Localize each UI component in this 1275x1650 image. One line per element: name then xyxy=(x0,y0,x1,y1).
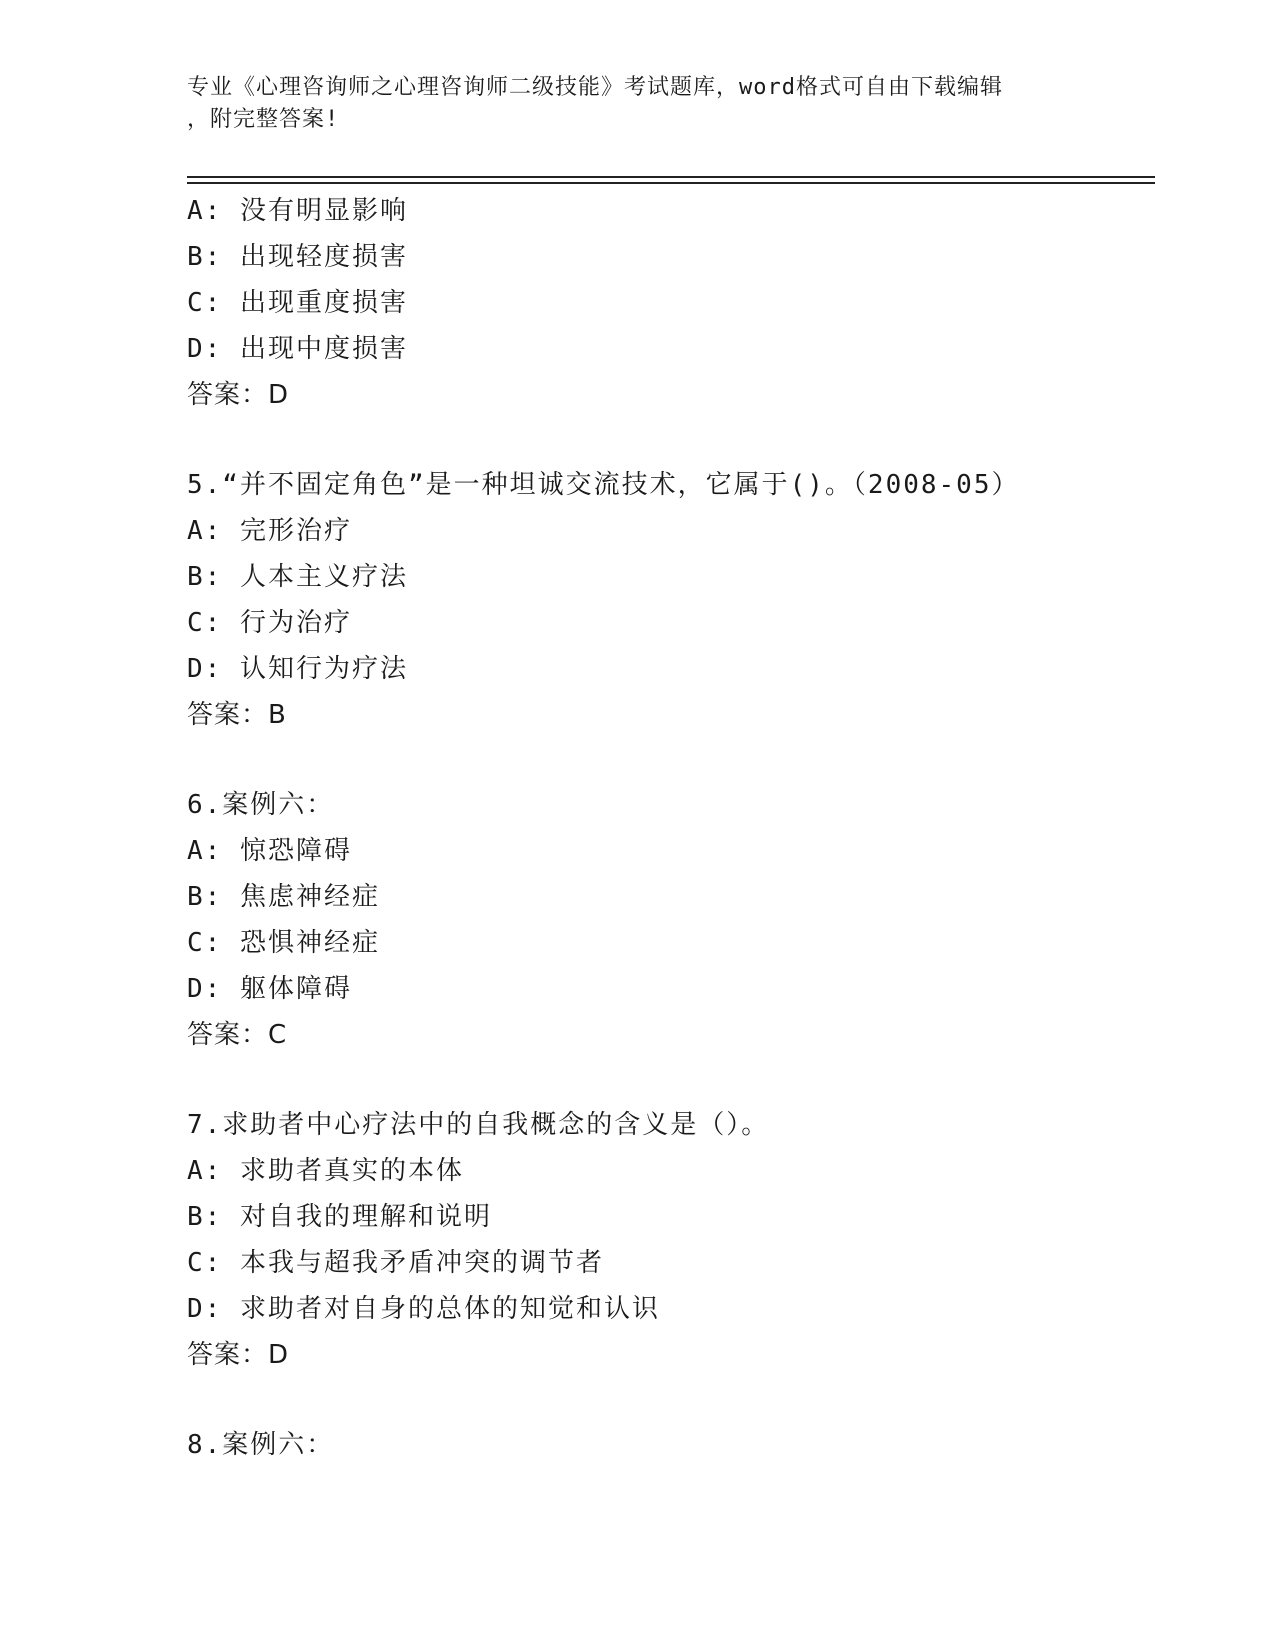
question-block-4 xyxy=(187,188,1147,418)
option-d: D: 认知行为疗法 xyxy=(187,654,408,684)
question-text: 8.案例六： xyxy=(187,1430,335,1460)
question-block-6 xyxy=(187,782,1147,1058)
question-list xyxy=(187,188,1147,1468)
option-d: D: 躯体障碍 xyxy=(187,974,352,1004)
option-b: B: 出现轻度损害 xyxy=(187,242,408,272)
answer-text: 答案：B xyxy=(187,700,287,730)
option-b: B: 对自我的理解和说明 xyxy=(187,1202,492,1232)
question-text: 5.“并不固定角色”是一种坦诚交流技术，它属于()。（2008-05） xyxy=(187,470,1020,500)
option-d: D: 求助者对自身的总体的知觉和认识 xyxy=(187,1294,660,1324)
question-text: 7.求助者中心疗法中的自我概念的含义是（）。 xyxy=(187,1110,770,1140)
option-a: A: 没有明显影响 xyxy=(187,196,408,226)
option-a: A: 惊恐障碍 xyxy=(187,836,352,866)
option-a: A: 求助者真实的本体 xyxy=(187,1156,464,1186)
answer-text: 答案：D xyxy=(187,1340,290,1370)
question-block-5 xyxy=(187,462,1147,738)
option-c: C: 本我与超我矛盾冲突的调节者 xyxy=(187,1248,604,1278)
header-rule-bottom xyxy=(187,182,1155,184)
header-line-2: ，附完整答案! xyxy=(187,107,340,132)
option-b: B: 人本主义疗法 xyxy=(187,562,408,592)
option-d: D: 出现中度损害 xyxy=(187,334,408,364)
document-header xyxy=(187,72,1087,136)
answer-text: 答案：D xyxy=(187,380,290,410)
question-text: 6.案例六： xyxy=(187,790,335,820)
answer-text: 答案：C xyxy=(187,1020,288,1050)
question-block-7 xyxy=(187,1102,1147,1378)
option-c: C: 行为治疗 xyxy=(187,608,352,638)
option-c: C: 出现重度损害 xyxy=(187,288,408,318)
header-rule-top xyxy=(187,176,1155,178)
option-a: A: 完形治疗 xyxy=(187,516,352,546)
option-b: B: 焦虑神经症 xyxy=(187,882,380,912)
question-block-8 xyxy=(187,1422,1147,1468)
header-line-1: 专业《心理咨询师之心理咨询师二级技能》考试题库，word格式可自由下载编辑 xyxy=(187,75,1003,100)
option-c: C: 恐惧神经症 xyxy=(187,928,380,958)
